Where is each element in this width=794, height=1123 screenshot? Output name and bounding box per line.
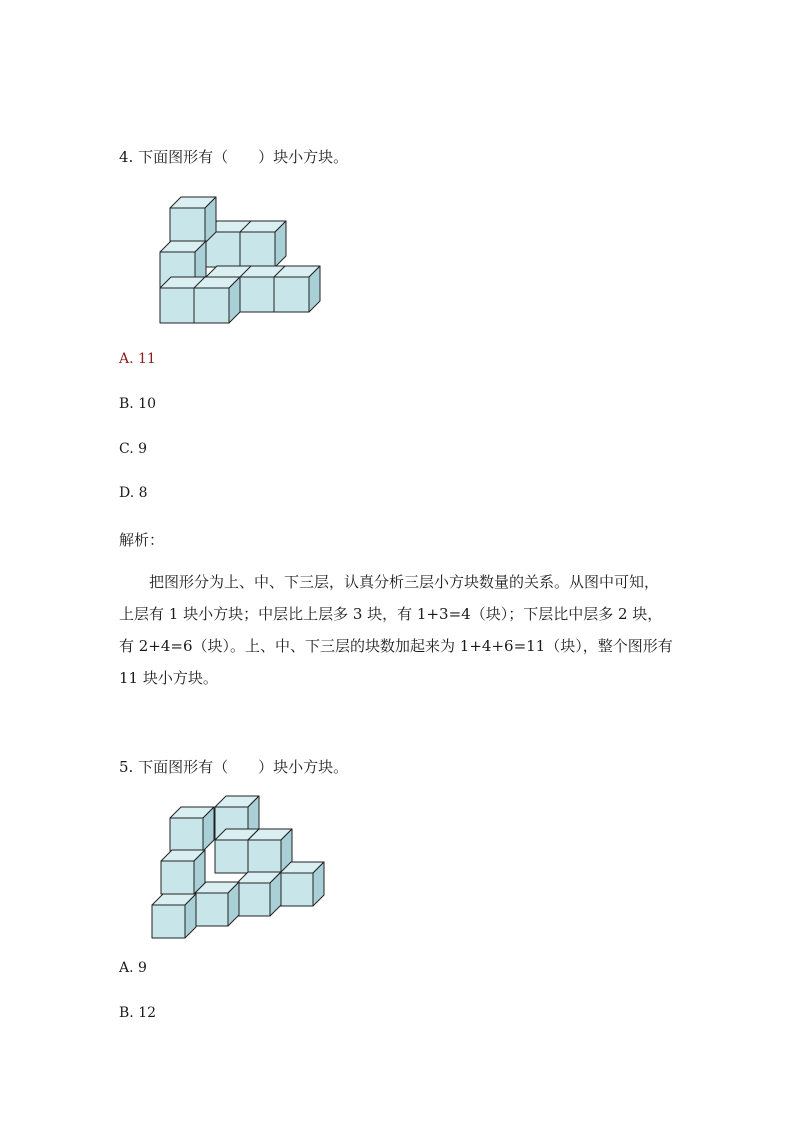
- question-5-option-a[interactable]: A. 9: [119, 960, 147, 976]
- question-4-option-a[interactable]: A. 11: [119, 351, 156, 367]
- cube: [194, 277, 240, 323]
- cube: [248, 829, 292, 873]
- cube: [280, 862, 324, 906]
- analysis-title: 解析：: [119, 531, 165, 549]
- cube: [170, 197, 216, 243]
- cube: [195, 882, 239, 926]
- analysis-line: 上层有 1 块小方块；中层比上层多 3 块，有 1+3=4（块）；下层比中层多 2 块，: [119, 605, 663, 623]
- cube: [240, 221, 286, 267]
- question-4-stem: 4. 下面图形有（ ）块小方块。: [119, 148, 349, 166]
- question-5-stem: 5. 下面图形有（ ）块小方块。: [119, 758, 349, 776]
- question-4-cube-figure: [150, 190, 330, 330]
- analysis-paragraph: [119, 566, 684, 694]
- question-4-option-d[interactable]: D. 8: [119, 485, 148, 501]
- cube: [152, 894, 196, 938]
- question-4-option-c[interactable]: C. 9: [119, 441, 148, 457]
- cube: [161, 850, 205, 894]
- cube: [170, 807, 214, 851]
- cube: [237, 872, 281, 916]
- question-5-cube-figure: [145, 790, 335, 945]
- cube: [274, 266, 320, 312]
- analysis-line: 把图形分为上、中、下三层，认真分析三层小方块数量的关系。从图中可知，: [149, 573, 660, 591]
- question-5-option-b[interactable]: B. 12: [119, 1005, 157, 1021]
- analysis-line: 有 2+4=6（块）。上、中、下三层的块数加起来为 1+4+6=11（块），整个图形有: [119, 637, 673, 655]
- question-4-option-b[interactable]: B. 10: [119, 396, 157, 412]
- analysis-line: 11 块小方块。: [119, 669, 218, 687]
